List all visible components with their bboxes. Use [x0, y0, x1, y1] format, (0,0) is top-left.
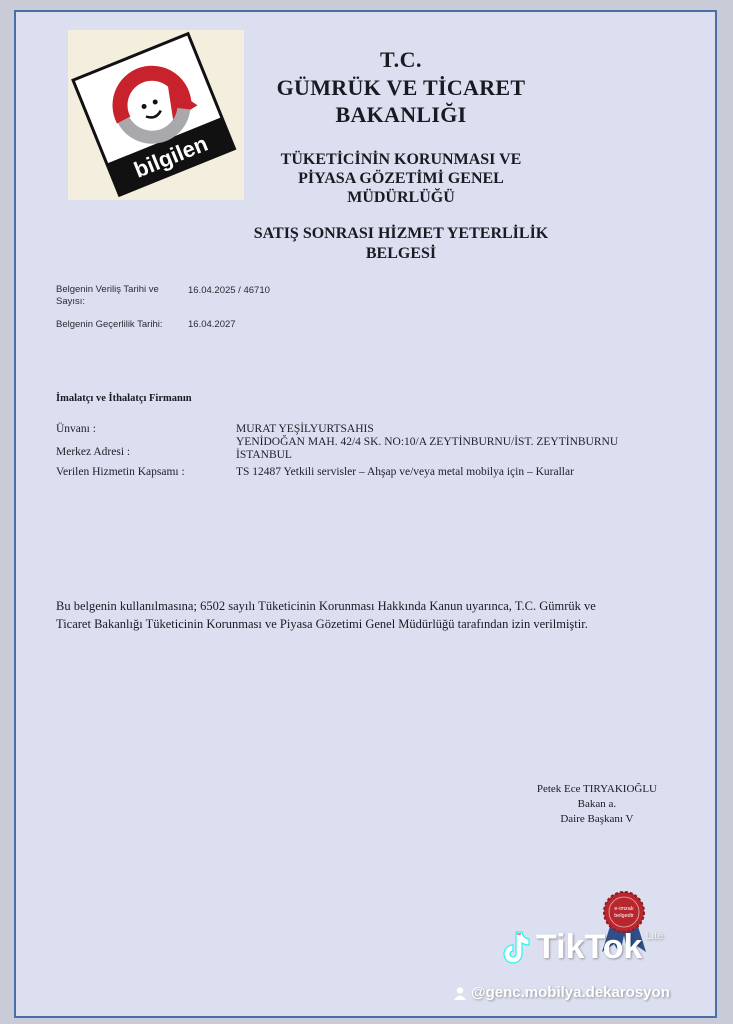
title-label: Ünvanı :	[56, 423, 96, 435]
user-icon	[453, 986, 467, 1000]
dept-line-2: PİYASA GÖZETİMİ GENEL	[298, 170, 504, 187]
handle-text: @genc.mobilya.dekarosyon	[471, 984, 670, 1001]
scope-label: Verilen Hizmetin Kapsamı :	[56, 466, 185, 478]
department-name	[246, 150, 556, 207]
bilgilen-logo-icon	[68, 30, 244, 200]
paragraph-line-2: Ticaret Bakanlığı Tüketicinin Korunması ve Piyasa Gözetimi Genel Müdürlüğü tarafından izin verilmiştir.	[56, 617, 588, 631]
authorization-paragraph	[56, 597, 666, 633]
issue-value: 16.04.2025 / 46710	[188, 285, 270, 296]
validity-label: Belgenin Geçerlilik Tarihi:	[56, 319, 163, 330]
issue-label-line-1: Belgenin Veriliş Tarihi ve	[56, 284, 159, 295]
certificate-title	[216, 224, 586, 264]
seal-text-2: belgedir	[614, 913, 634, 919]
tiktok-lite: Lite	[645, 930, 664, 942]
account-handle	[453, 984, 670, 1001]
tiktok-brand: TikTok	[536, 928, 643, 966]
title-value: MURAT YEŞİLYURTSAHIS	[236, 423, 374, 435]
ministry-line-1: GÜMRÜK VE TİCARET	[276, 75, 526, 100]
signature-block	[537, 782, 657, 827]
cert-title-line-2: BELGESİ	[365, 245, 437, 262]
address-line-1: YENİDOĞAN MAH. 42/4 SK. NO:10/A ZEYTİNBURNU/İST. ZEYTİNBURNU	[236, 436, 619, 448]
ministry-name	[246, 74, 556, 128]
signer-role-2: Daire Başkanı V	[560, 813, 634, 825]
cert-title-line-1: SATIŞ SONRASI HİZMET YETERLİLİK	[253, 225, 549, 242]
dept-line-1: TÜKETİCİNİN KORUNMASI VE	[280, 151, 522, 168]
header-tc: T.C.	[380, 47, 422, 72]
address-label: Merkez Adresi :	[56, 446, 131, 458]
tiktok-watermark	[500, 928, 663, 967]
certificate-page	[14, 10, 717, 1018]
dept-line-3: MÜDÜRLÜĞÜ	[347, 189, 455, 206]
ministry-line-2: BAKANLIĞI	[335, 102, 467, 127]
scope-value: TS 12487 Yetkili servisler – Ahşap ve/veya metal mobilya için – Kurallar	[236, 466, 574, 478]
issue-label	[56, 284, 159, 308]
bilgilen-logo	[68, 30, 244, 200]
issue-label-line-2: Sayısı:	[56, 296, 86, 307]
tiktok-note-icon	[500, 930, 530, 964]
seal-text-1: e-imzalı	[614, 906, 634, 912]
firm-section-title: İmalatçı ve İthalatçı Firmanın	[56, 393, 192, 404]
address-value	[236, 436, 618, 462]
signer-name: Petek Ece TIRYAKIOĞLU	[536, 783, 657, 795]
address-line-2: İSTANBUL	[236, 449, 292, 461]
logo-text: bilgilen	[130, 130, 212, 183]
signer-role-1: Bakan a.	[577, 798, 617, 810]
paragraph-line-1: Bu belgenin kullanılmasına; 6502 sayılı Tüketicinin Korunması Hakkında Kanun uyarınca, T.C. Gümrük ve	[56, 599, 596, 613]
validity-value: 16.04.2027	[188, 319, 236, 330]
